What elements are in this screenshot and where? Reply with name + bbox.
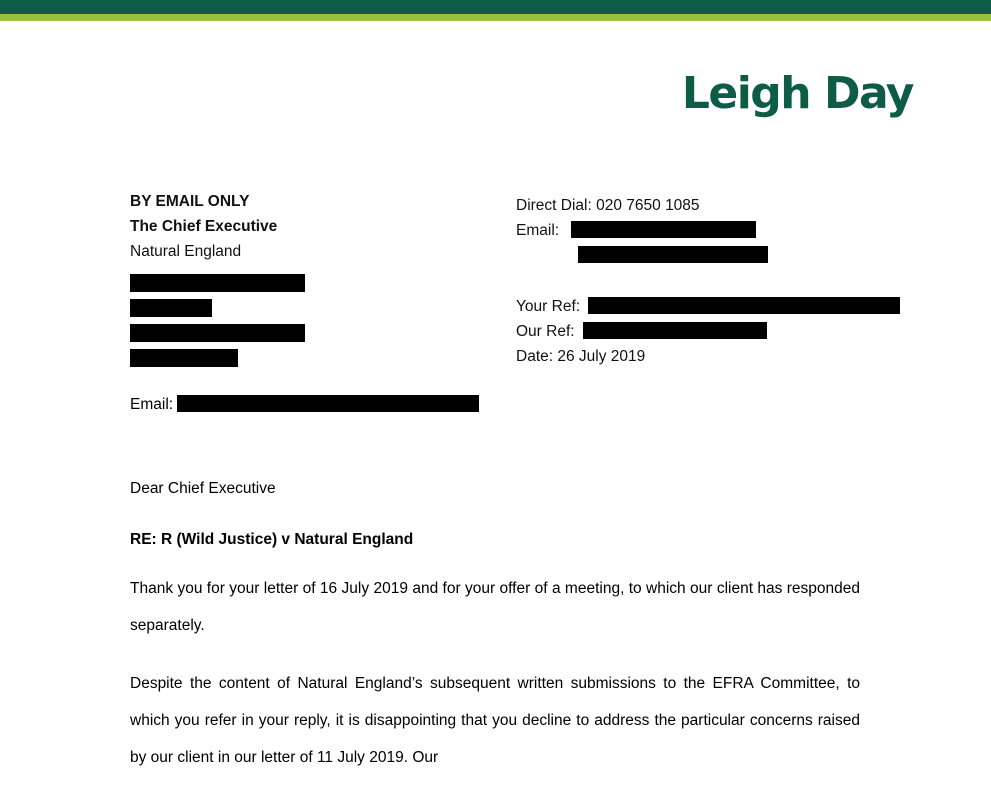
redacted-sender-email-1 [571,221,756,238]
our-ref-row [516,319,936,344]
header-accent-bar-dark [0,0,991,14]
our-ref-label: Our Ref: [516,323,575,340]
redacted-address-line-4 [130,349,238,367]
letter-page [0,21,991,766]
sender-email-row [516,218,936,243]
recipient-email-label: Email: [130,396,174,413]
your-ref-row [516,294,936,319]
delivery-note: BY EMAIL ONLY [130,193,250,210]
letter-body [130,476,860,797]
body-paragraph-1: Thank you for your letter of 16 July 2019 and for your offer of a meeting, to which our client has responded separately. [130,580,860,634]
organisation: Natural England [130,243,242,260]
recipient-email-row [130,392,500,417]
direct-dial-value: 020 7650 1085 [596,197,700,214]
sender-email-label: Email: [516,222,560,239]
spacer [130,374,500,392]
recipient-block [130,189,500,417]
direct-dial-row [516,193,936,218]
redacted-our-ref [583,322,767,339]
sender-email-row-2 [516,243,936,268]
company-logo: Leigh Day [681,68,913,119]
redacted-your-ref [588,297,900,314]
date-row [516,344,936,369]
your-ref-label: Your Ref: [516,298,581,315]
direct-dial-label: Direct Dial: [516,197,592,214]
addressee: The Chief Executive [130,218,278,235]
spacer [516,268,936,294]
date-value: 26 July 2019 [557,348,646,365]
header-accent-bar-light [0,14,991,21]
spacer [130,264,500,274]
redacted-address-line-2 [130,299,212,317]
subject-line: RE: R (Wild Justice) v Natural England [130,531,414,548]
redacted-address-line-3 [130,324,305,342]
sender-details-block [516,193,936,369]
date-label: Date: [516,348,554,365]
redacted-sender-email-2 [578,246,768,263]
redacted-address-line-1 [130,274,305,292]
salutation: Dear Chief Executive [130,480,276,497]
redacted-recipient-email [177,395,479,412]
body-paragraph-2: Despite the content of Natural England’s subsequent written submissions to the EFRA Committee, to which you refer in your reply, it is disappointing that you decline to address the particular concerns raised by our client in our letter of 11 July 2019. Our [130,675,860,766]
